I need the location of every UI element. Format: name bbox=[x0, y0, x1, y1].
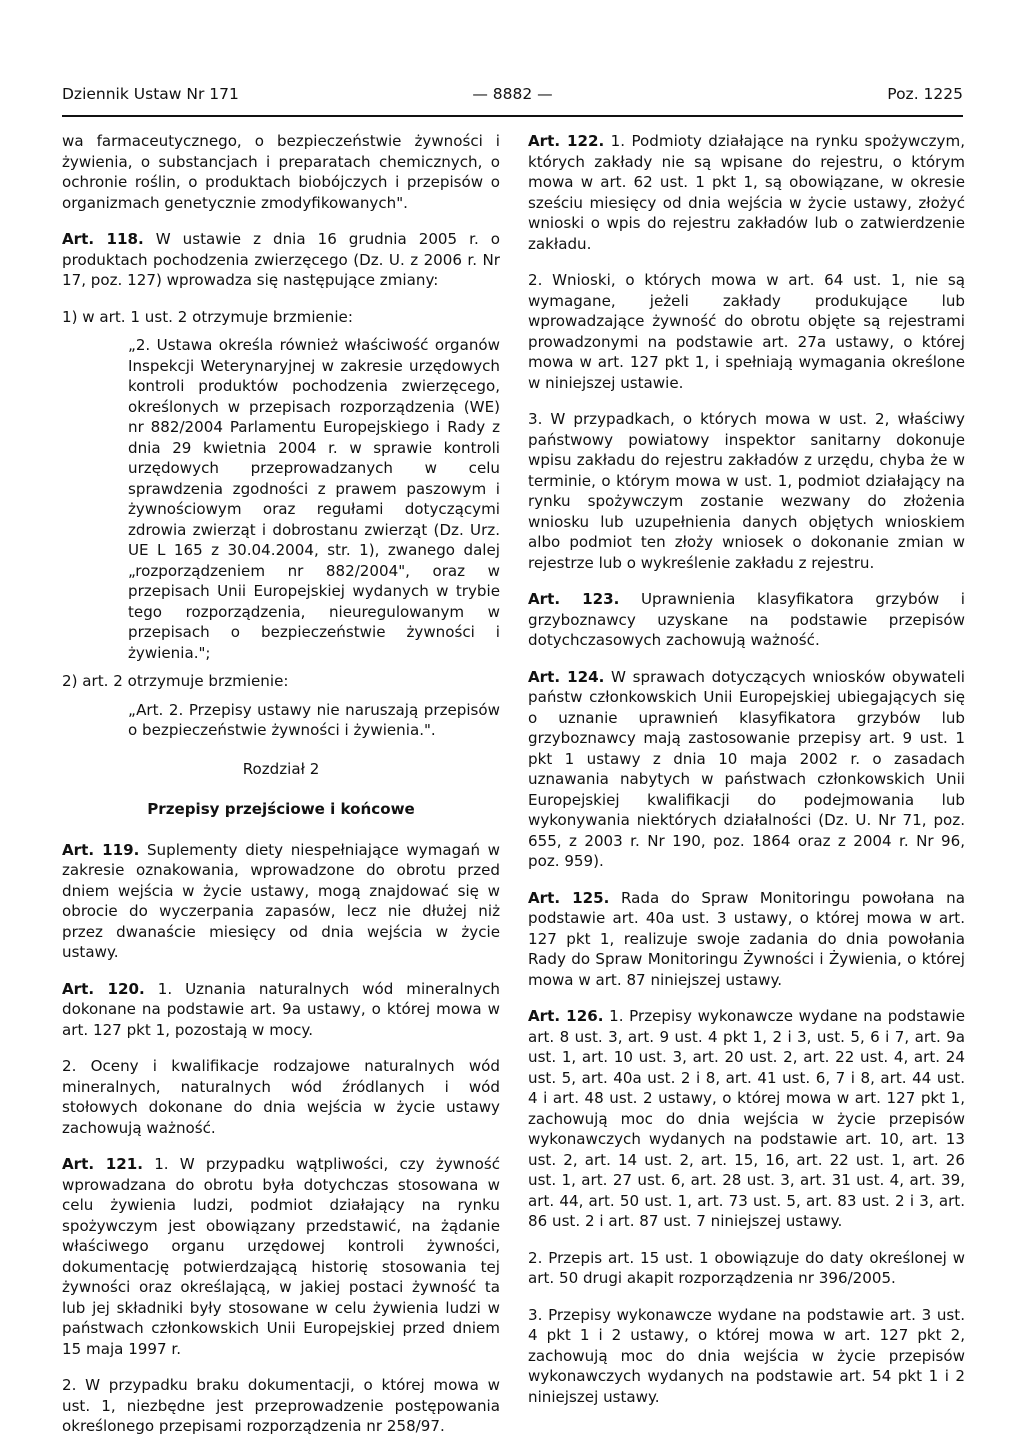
article-119 bbox=[62, 840, 500, 963]
article-125 bbox=[528, 888, 965, 991]
article-126-text: 1. Przepisy wykonawcze wydane na podstawie art. 8 ust. 3, art. 9 ust. 4 pkt 1, 2 i 3, ust. 5, 6 i 7, art. 9a ust. 1, art. 10 ust. 3, art. 20 ust. 2, art. 22 ust. 4, art. 24 ust. 5, art. 40a ust. 2 i 8, art. 41 ust. 6, 7 i 8, art. 44 ust. 4 i art. 48 ust. 2 ustawy, o której mowa w art. 127 pkt 1, zachowują moc do dnia wejścia w życie przepisów wykonawczych wydanych na podstawie art. 10, art. 13 ust. 2, art. 14 ust. 2, art. 15, 16, art. 22 ust. 1, art. 26 ust. 1, art. 27 ust. 6, art. 28 ust. 3, art. 31 ust. 4, art. 39, art. 44, art. 50 ust. 1, art. 73 ust. 5, art. 83 ust. 2 i 3, art. 86 ust. 2 i art. 87 ust. 7 niniejszej ustawy. bbox=[528, 1007, 966, 1230]
article-122 bbox=[528, 131, 965, 254]
amendment-quote-2: „Art. 2. Przepisy ustawy nie naruszają przepisów o bezpieczeństwie żywności i żywienia.". bbox=[128, 700, 500, 739]
article-123 bbox=[528, 589, 965, 651]
amendment-quote-1: „2. Ustawa określa również właściwość organów Inspekcji Weterynaryjnej w zakresie urzędowych kontroli produktów pochodzenia zwierzęcego, określonych w przepisach rozporządzenia (WE) nr 882/2004 Parlamentu Europejskiego i Rady z dnia 29 kwietnia 2004 r. w sprawie kontroli urzędowych przeprowadzanych w celu sprawdzenia zgodności z prawem paszowym i żywnościowym oraz regułami dotyczącymi zdrowia zwierząt i dobrostanu zwierząt (Dz. Urz. UE L 165 z 30.04.2004, str. 1), zwanego dalej „rozporządzeniem nr 882/2004", oraz w przepisach Unii Europejskiej wydanych w trybie tego rozporządzenia, nieuregulowanym w przepisach o bezpieczeństwie żywności i żywienia."; bbox=[128, 336, 500, 662]
article-120 bbox=[62, 979, 500, 1041]
journal-title: Dziennik Ustaw Nr 171 bbox=[62, 85, 239, 103]
article-122-label: Art. 122. bbox=[528, 132, 605, 150]
article-122-paragraph-2: 2. Wnioski, o których mowa w art. 64 ust. 1, nie są wymagane, jeżeli zakłady produkujące lub wprowadzające żywność do obrotu objęte są rejestrami prowadzonymi na podstawie art. 27a ustawy, o której mowa w art. 127 pkt 1, i spełniają wymagania określone w niniejszej ustawie. bbox=[528, 271, 965, 392]
article-121 bbox=[62, 1154, 500, 1359]
chapter-title: Przepisy przejściowe i końcowe bbox=[147, 800, 415, 818]
amendment-item-2: 2) art. 2 otrzymuje brzmienie: bbox=[62, 672, 289, 690]
article-126-paragraph-3: 3. Przepisy wykonawcze wydane na podstawie art. 3 ust. 4 pkt 1 i 2 ustawy, o której mowa w art. 127 pkt 2, zachowują moc do dnia wejścia w życie przepisów wykonawczych wydanych na podstawie art. 54 pkt 1 i 2 niniejszej ustawy. bbox=[528, 1305, 965, 1406]
article-120-paragraph-2: 2. Oceny i kwalifikacje rodzajowe naturalnych wód mineralnych, naturalnych wód źródlanych i wód stołowych dokonane do dnia wejścia w życie ustawy zachowują ważność. bbox=[62, 1057, 500, 1137]
left-column bbox=[62, 131, 500, 1437]
article-126-label: Art. 126. bbox=[528, 1007, 604, 1025]
article-121-paragraph-2: 2. W przypadku braku dokumentacji, o której mowa w ust. 1, niezbędne jest przeprowadzenie postępowania określonego przepisami rozporządzenia nr 258/97. bbox=[62, 1376, 500, 1435]
article-120-text: 1. Uznania naturalnych wód mineralnych dokonane na podstawie art. 9a ustawy, o której mowa w art. 127 pkt 1, pozostają w mocy. bbox=[62, 979, 501, 1039]
article-121-text: 1. W przypadku wątpliwości, czy żywność wprowadzana do obrotu była dotychczas stosowana w celu żywienia ludzi, podmiot działający na rynku spożywczym jest obowiązany przedstawić, na żądanie właściwego organu urzędowej kontroli żywności, dokumentację potwierdzającą historię stosowania tej żywności oraz określającą, w jakiej postaci żywność ta lub jej składniki były stosowane w celu żywienia ludzi w państwach członkowskich Unii Europejskiej przed dniem 15 maja 1997 r. bbox=[62, 1155, 500, 1358]
article-126 bbox=[528, 1006, 965, 1232]
chapter-number: Rozdział 2 bbox=[242, 759, 320, 778]
paragraph-continuation: wa farmaceutycznego, o bezpieczeństwie żywności i żywienia, o substancjach i preparatach chemicznych, o ochronie roślin, o produktach biobójczych i przepisów o organizmach genetycznie zmodyfikowanych". bbox=[62, 132, 500, 212]
amendment-item-1: 1) w art. 1 ust. 2 otrzymuje brzmienie: bbox=[62, 307, 353, 326]
article-118-label: Art. 118. bbox=[62, 230, 144, 248]
article-126-paragraph-2: 2. Przepis art. 15 ust. 1 obowiązuje do daty określonej w art. 50 drugi akapit rozporządzenia nr 396/2005. bbox=[528, 1248, 965, 1287]
article-122-paragraph-3: 3. W przypadkach, o których mowa w ust. 2, właściwy państwowy powiatowy inspektor sanitarny dokonuje wpisu zakładu do rejestru zakładów z urzędu, chyba że w terminie, o którym mowa w ust. 1, podmiot działający na rynku spożywczym zostanie wezwany do złożenia wniosku lub uzupełnienia danych objętych wnioskiem albo podmiot ten złoży wniosek o dokonanie zmian w rejestrze lub o wykreślenie zakładu z rejestru. bbox=[528, 410, 965, 572]
page-header bbox=[62, 85, 963, 117]
right-column bbox=[528, 131, 965, 1407]
article-125-text: Rada do Spraw Monitoringu powołana na podstawie art. 40a ust. 3 ustawy, o której mowa w art. 127 pkt 1, realizuje swoje zadania do dnia powołania Rady do Spraw Monitoringu Żywności i Żywienia, o której mowa w art. 87 niniejszej ustawy. bbox=[528, 888, 965, 989]
article-119-label: Art. 119. bbox=[62, 840, 140, 859]
position-number: Poz. 1225 bbox=[887, 85, 963, 103]
article-124-text: W sprawach dotyczących wniosków obywateli państw członkowskich Unii Europejskiej ubiegających się o uznanie uprawnień klasyfikatora grzybów lub grzyboznawcy mają zastosowanie przepisy art. 9 ust. 1 pkt 1 ustawy z dnia 10 maja 2002 r. o zasadach uznawania nabytych w państwach członkowskich Unii Europejskiej kwalifikacji do podejmowania lub wykonywania niektórych działalności (Dz. U. Nr 71, poz. 655, z 2003 r. Nr 190, poz. 1864 oraz z 2004 r. Nr 96, poz. 959). bbox=[528, 667, 965, 870]
article-118-text: W ustawie z dnia 16 grudnia 2005 r. o produktach pochodzenia zwierzęcego (Dz. U. z 2006 r. Nr 17, poz. 127) wprowadza się następujące zmiany: bbox=[62, 230, 500, 289]
article-119-text: Suplementy diety niespełniające wymagań w zakresie oznakowania, wprowadzone do obrotu przed dniem wejścia w życie ustawy, mogą znajdować się w obrocie do wyczerpania zapasów, lecz nie dłużej niż przez dwanaście miesięcy od dnia wejścia w życie ustawy. bbox=[62, 840, 500, 961]
article-123-label: Art. 123. bbox=[528, 590, 620, 608]
article-123-text: Uprawnienia klasyfikatora grzybów i grzyboznawcy uzyskane na podstawie przepisów dotychczasowych zachowują ważność. bbox=[528, 590, 965, 649]
article-124 bbox=[528, 667, 965, 872]
article-121-label: Art. 121. bbox=[62, 1155, 143, 1173]
article-122-text: 1. Podmioty działające na rynku spożywczym, których zakłady nie są wpisane do rejestru, o którym mowa w art. 62 ust. 1 pkt 1, są obowiązane, w okresie sześciu miesięcy od dnia wejścia w życie ustawy, złożyć wnioski o wpis do rejestru zakładów lub o zatwierdzenie zakładu. bbox=[528, 132, 965, 253]
article-120-label: Art. 120. bbox=[62, 979, 145, 998]
article-124-label: Art. 124. bbox=[528, 667, 605, 686]
page-number: — 8882 — bbox=[472, 85, 553, 103]
article-125-label: Art. 125. bbox=[528, 888, 610, 907]
article-118 bbox=[62, 229, 500, 291]
